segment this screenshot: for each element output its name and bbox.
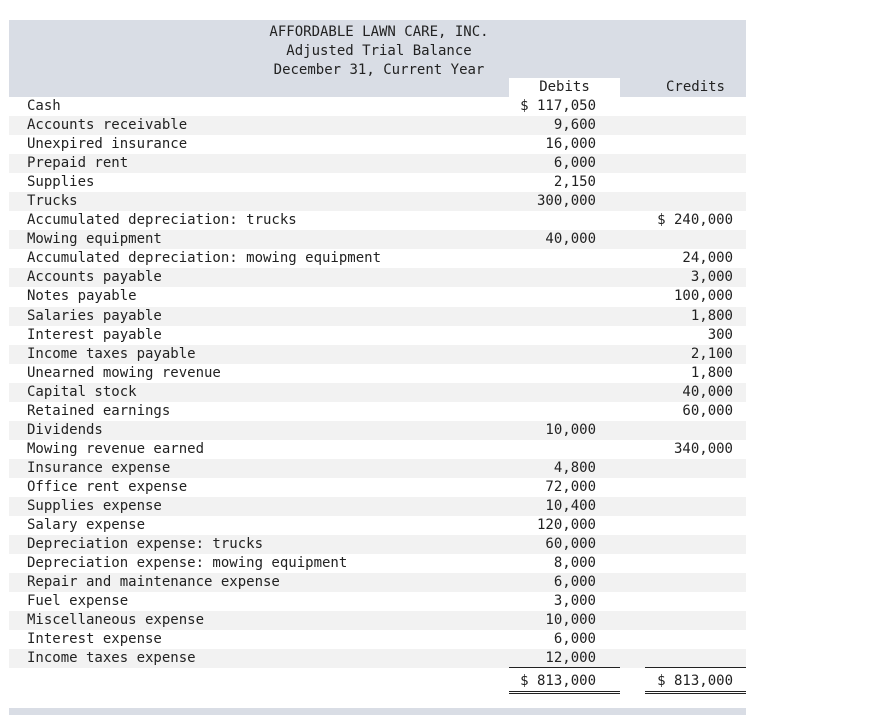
table-row bbox=[9, 402, 746, 421]
account-name: Depreciation expense: trucks bbox=[27, 536, 264, 553]
trial-balance bbox=[9, 20, 746, 694]
table-row bbox=[9, 154, 746, 173]
credit-amount: $ 240,000 bbox=[657, 212, 733, 229]
table-row bbox=[9, 497, 746, 516]
table-row bbox=[9, 592, 746, 611]
account-name: Mowing equipment bbox=[27, 231, 162, 248]
debit-amount: 10,000 bbox=[545, 612, 596, 629]
account-name: Interest expense bbox=[27, 631, 162, 648]
account-name: Fuel expense bbox=[27, 593, 129, 610]
account-name: Notes payable bbox=[27, 288, 137, 305]
table-row bbox=[9, 307, 746, 326]
table-row bbox=[9, 326, 746, 345]
debit-amount: 72,000 bbox=[545, 478, 596, 495]
account-rows bbox=[9, 97, 746, 668]
account-name: Supplies bbox=[27, 174, 95, 191]
account-name: Miscellaneous expense bbox=[27, 612, 205, 629]
table-row bbox=[9, 459, 746, 478]
report-header bbox=[9, 20, 746, 97]
table-row bbox=[9, 135, 746, 154]
debit-amount: 300,000 bbox=[536, 193, 596, 210]
account-name: Prepaid rent bbox=[27, 155, 129, 172]
debit-amount: 2,150 bbox=[553, 174, 596, 191]
credit-amount: 24,000 bbox=[682, 250, 733, 267]
debits-column-header: Debits bbox=[509, 78, 620, 97]
table-row bbox=[9, 440, 746, 459]
account-name: Income taxes expense bbox=[27, 650, 196, 667]
credit-amount: 340,000 bbox=[673, 440, 733, 457]
account-name: Unearned mowing revenue bbox=[27, 364, 221, 381]
table-row bbox=[9, 554, 746, 573]
credit-amount: 300 bbox=[707, 326, 733, 343]
account-name: Unexpired insurance bbox=[27, 136, 188, 153]
debit-amount: 10,000 bbox=[545, 421, 596, 438]
table-row bbox=[9, 230, 746, 249]
credit-total: $ 813,000 bbox=[657, 673, 733, 690]
account-name: Trucks bbox=[27, 193, 78, 210]
table-row bbox=[9, 287, 746, 306]
debit-amount: 4,800 bbox=[553, 459, 596, 476]
table-row bbox=[9, 268, 746, 287]
debit-amount: 6,000 bbox=[553, 155, 596, 172]
credit-amount: 40,000 bbox=[682, 383, 733, 400]
scroll-bar[interactable] bbox=[9, 708, 746, 715]
account-name: Salaries payable bbox=[27, 307, 162, 324]
table-row bbox=[9, 630, 746, 649]
account-name: Salary expense bbox=[27, 517, 146, 534]
account-name: Accumulated depreciation: mowing equipment bbox=[27, 250, 382, 267]
account-name: Income taxes payable bbox=[27, 345, 196, 362]
account-name: Cash bbox=[27, 98, 61, 114]
table-row bbox=[9, 192, 746, 211]
account-name: Capital stock bbox=[27, 383, 137, 400]
debit-amount: 8,000 bbox=[553, 555, 596, 572]
table-row bbox=[9, 97, 746, 116]
debit-amount: 60,000 bbox=[545, 536, 596, 553]
table-row bbox=[9, 649, 746, 668]
debit-total: $ 813,000 bbox=[520, 673, 596, 690]
table-row bbox=[9, 364, 746, 383]
credits-column-header: Credits bbox=[665, 79, 725, 95]
account-name: Insurance expense bbox=[27, 459, 171, 476]
table-row bbox=[9, 421, 746, 440]
account-name: Accumulated depreciation: trucks bbox=[27, 212, 297, 229]
account-name: Supplies expense bbox=[27, 497, 162, 514]
report-title: Adjusted Trial Balance bbox=[286, 43, 472, 59]
company-name: AFFORDABLE LAWN CARE, INC. bbox=[269, 24, 489, 40]
credit-amount: 100,000 bbox=[673, 288, 733, 305]
debit-amount: 6,000 bbox=[553, 631, 596, 648]
account-name: Depreciation expense: mowing equipment bbox=[27, 555, 348, 572]
table-row bbox=[9, 173, 746, 192]
credit-amount: 1,800 bbox=[690, 364, 733, 381]
table-row bbox=[9, 345, 746, 364]
credit-amount: 2,100 bbox=[690, 345, 733, 362]
debit-amount: 3,000 bbox=[553, 593, 596, 610]
table-row bbox=[9, 611, 746, 630]
credit-amount: 1,800 bbox=[690, 307, 733, 324]
account-name: Mowing revenue earned bbox=[27, 440, 205, 457]
debit-amount: 6,000 bbox=[553, 574, 596, 591]
account-name: Retained earnings bbox=[27, 402, 171, 419]
debit-amount: 120,000 bbox=[536, 517, 596, 534]
totals-row bbox=[9, 668, 746, 694]
table-row bbox=[9, 573, 746, 592]
debit-amount: 10,400 bbox=[545, 497, 596, 514]
table-row bbox=[9, 478, 746, 497]
table-row bbox=[9, 211, 746, 230]
account-name: Repair and maintenance expense bbox=[27, 574, 280, 591]
debit-amount: 9,600 bbox=[553, 117, 596, 134]
report-date: December 31, Current Year bbox=[273, 62, 485, 78]
debit-amount: 40,000 bbox=[545, 231, 596, 248]
account-name: Accounts payable bbox=[27, 269, 162, 286]
account-name: Accounts receivable bbox=[27, 117, 188, 134]
credit-amount: 60,000 bbox=[682, 402, 733, 419]
table-row bbox=[9, 249, 746, 268]
credit-amount: 3,000 bbox=[690, 269, 733, 286]
account-name: Interest payable bbox=[27, 326, 162, 343]
debit-amount: $ 117,050 bbox=[520, 98, 596, 114]
account-name: Office rent expense bbox=[27, 478, 188, 495]
report-titles bbox=[249, 23, 509, 80]
debit-amount: 12,000 bbox=[545, 650, 596, 667]
debit-amount: 16,000 bbox=[545, 136, 596, 153]
table-row bbox=[9, 516, 746, 535]
table-row bbox=[9, 383, 746, 402]
table-row bbox=[9, 535, 746, 554]
table-row bbox=[9, 116, 746, 135]
account-name: Dividends bbox=[27, 421, 103, 438]
